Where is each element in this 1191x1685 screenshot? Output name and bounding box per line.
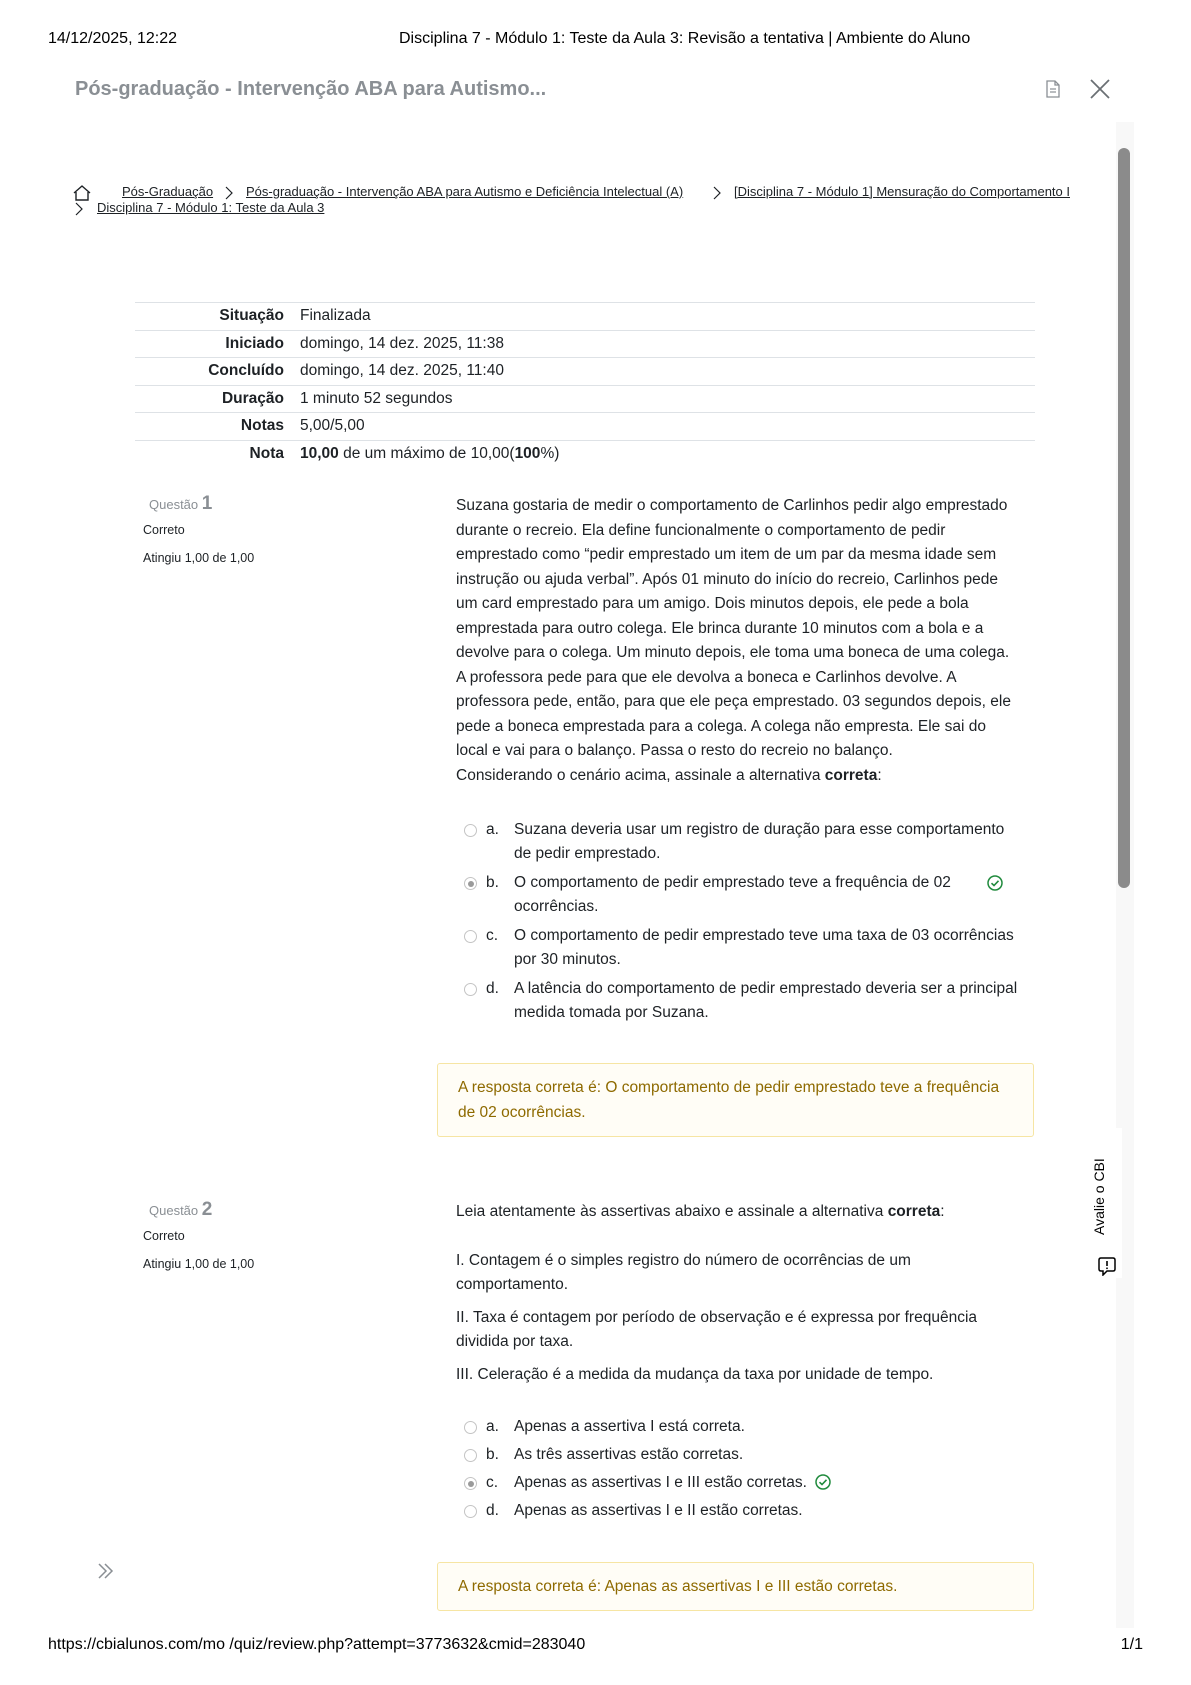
- radio-button[interactable]: [464, 930, 477, 943]
- answer-option-d[interactable]: [464, 977, 1024, 1025]
- option-text: O comportamento de pedir emprestado teve a frequência de 02 ocorrências.: [514, 874, 951, 915]
- correct-answer-feedback: [437, 1562, 1034, 1611]
- question-scenario: Suzana gostaria de medir o comportamento de Carlinhos pedir algo emprestado durante o recreio. Ela define funcionalmente o comportamento de pedir emprestado como “pedir emprestado um item de um par da mesma idade sem instrução ou ajuda verbal”. Após 01 minuto do início do recreio, Carlinhos pede um card emprestado para um amigo. Dois minutos depois, ele pede a bola emprestada para outro colega. Ele brinca durante 10 minutos com a bola e a devolve para o colega. Um minuto depois, ele toma uma boneca de uma colega. A professora pede para que ele devolva a boneca e Carlinhos devolve. A professora pede, então, para que ele peça emprestado. 03 segundos depois, ele pede a boneca emprestada para a colega. A colega não empresta. Ele sai do local e vai para o balanço. Passa o resto do recreio no balanço.: [456, 497, 1011, 759]
- rate-cbi-label[interactable]: Avalie o CBI: [1091, 1158, 1107, 1235]
- summary-row: [135, 330, 1035, 358]
- question-prompt: [456, 764, 1016, 789]
- prompt-end: :: [877, 766, 882, 784]
- option-letter: d.: [486, 1502, 499, 1519]
- print-page-number: 1/1: [1120, 1636, 1143, 1653]
- summary-label: Duração: [221, 389, 284, 407]
- question-number: [149, 1199, 254, 1221]
- document-icon[interactable]: [1045, 80, 1061, 98]
- answer-option-a[interactable]: [464, 1415, 1024, 1439]
- print-date: 14/12/2025, 12:22: [48, 30, 178, 47]
- close-icon[interactable]: [1089, 78, 1111, 100]
- summary-label: Iniciado: [225, 334, 284, 352]
- question-2-text: [456, 1200, 1016, 1387]
- question-1-answers: [464, 818, 1024, 1030]
- answer-option-b[interactable]: [464, 871, 1024, 919]
- feedback-icon[interactable]: [1098, 1256, 1116, 1276]
- grade-middle: de um máximo de 10,00(: [338, 445, 515, 462]
- radio-button[interactable]: [464, 1505, 477, 1518]
- chevron-right-icon: [224, 186, 234, 200]
- question-prompt: [456, 1200, 1016, 1225]
- breadcrumb-item-module[interactable]: [Disciplina 7 - Módulo 1] Mensuração do Comportamento I: [734, 184, 1070, 199]
- option-letter: c.: [486, 1474, 499, 1491]
- answer-option-b[interactable]: [464, 1443, 1024, 1467]
- option-letter: d.: [486, 980, 499, 997]
- grade-value: [300, 440, 1035, 468]
- summary-value: 5,00/5,00: [300, 417, 365, 435]
- summary-row: [135, 413, 1035, 441]
- radio-button[interactable]: [464, 1421, 477, 1434]
- radio-button-selected[interactable]: [464, 1477, 477, 1490]
- print-page-title: Disciplina 7 - Módulo 1: Teste da Aula 3: Revisão a tentativa | Ambiente do Aluno: [399, 30, 971, 47]
- summary-row: [135, 303, 1035, 331]
- grade-score: 10,00: [300, 445, 339, 462]
- home-icon[interactable]: [72, 184, 92, 202]
- feedback-text: A resposta correta é: Apenas as assertivas I e III estão corretas.: [458, 1578, 898, 1595]
- print-url: https://cbialunos.com/mo /quiz/review.php?attempt=3773632&cmid=283040: [48, 1636, 586, 1653]
- summary-label: Concluído: [208, 362, 284, 380]
- summary-value: 1 minuto 52 segundos: [300, 389, 453, 407]
- summary-value: Finalizada: [300, 307, 371, 325]
- answer-option-c[interactable]: [464, 924, 1024, 972]
- option-letter: b.: [486, 1446, 499, 1463]
- option-text: A latência do comportamento de pedir emprestado deveria ser a principal medida tomada por Suzana.: [514, 980, 1018, 1021]
- breadcrumb-item-pos-graduacao[interactable]: Pós-Graduação: [122, 184, 214, 199]
- option-letter: a.: [486, 821, 499, 838]
- question-number-value: 1: [201, 493, 213, 514]
- question-grade: Atingiu 1,00 de 1,00: [143, 551, 255, 565]
- answer-option-c[interactable]: [464, 1471, 1024, 1495]
- option-text: As três assertivas estão corretas.: [514, 1446, 744, 1463]
- prompt-bold: correta: [824, 766, 878, 784]
- statement-2: II. Taxa é contagem por período de observação e é expressa por frequência dividida por taxa.: [456, 1308, 978, 1350]
- chevron-right-icon: [74, 202, 84, 216]
- summary-row-grade: [135, 440, 1035, 468]
- question-2-answers: [464, 1415, 1024, 1527]
- check-circle-icon: [987, 875, 1003, 891]
- question-number-value: 2: [201, 1199, 213, 1220]
- option-text: Apenas as assertivas I e II estão corretas.: [514, 1502, 803, 1519]
- question-prefix: Questão: [149, 497, 199, 512]
- course-title[interactable]: Pós-graduação - Intervenção ABA para Autismo...: [75, 78, 547, 100]
- summary-row: [135, 385, 1035, 413]
- statement-1: I. Contagem é o simples registro do número de ocorrências de um comportamento.: [456, 1251, 911, 1293]
- question-1-text: [456, 494, 1016, 788]
- option-text: Apenas as assertivas I e III estão corretas.: [514, 1474, 807, 1491]
- breadcrumb-item-course[interactable]: Pós-graduação - Intervenção ABA para Autismo e Deficiência Intelectual (A): [246, 184, 684, 199]
- answer-option-d[interactable]: [464, 1499, 1024, 1523]
- prompt-start: Leia atentamente às assertivas abaixo e assinale a alternativa: [456, 1203, 888, 1220]
- summary-label: Notas: [240, 417, 284, 435]
- option-text: Apenas a assertiva I está correta.: [514, 1418, 745, 1435]
- answer-option-a[interactable]: [464, 818, 1024, 866]
- breadcrumb-item-quiz[interactable]: Disciplina 7 - Módulo 1: Teste da Aula 3: [97, 200, 325, 215]
- chevron-right-icon: [712, 186, 722, 200]
- question-grade: Atingiu 1,00 de 1,00: [143, 1257, 255, 1271]
- question-state: Correto: [143, 1229, 185, 1243]
- prompt-end: :: [940, 1203, 945, 1220]
- double-chevron-right-icon[interactable]: [96, 1561, 116, 1581]
- summary-value: domingo, 14 dez. 2025, 11:38: [300, 334, 504, 352]
- feedback-text: A resposta correta é: O comportamento de pedir emprestado teve a frequência de 02 ocorrências.: [458, 1079, 1000, 1121]
- question-number: [149, 493, 254, 515]
- attempt-summary-table: [135, 302, 1035, 468]
- summary-value: domingo, 14 dez. 2025, 11:40: [300, 362, 504, 380]
- radio-button[interactable]: [464, 983, 477, 996]
- question-state: Correto: [143, 523, 185, 537]
- radio-button[interactable]: [464, 1449, 477, 1462]
- summary-label: Situação: [219, 307, 284, 325]
- statement-3: III. Celeração é a medida da mudança da taxa por unidade de tempo.: [456, 1365, 934, 1383]
- question-1-info: [143, 493, 254, 565]
- check-circle-icon: [815, 1474, 831, 1490]
- prompt-start: Considerando o cenário acima, assinale a alternativa: [456, 766, 825, 784]
- grade-end: %): [540, 445, 560, 462]
- option-text: Suzana deveria usar um registro de duração para esse comportamento de pedir emprestado.: [514, 821, 1005, 862]
- radio-button-selected[interactable]: [464, 877, 477, 890]
- grade-label: Nota: [249, 445, 284, 462]
- option-letter: c.: [486, 927, 499, 944]
- summary-row: [135, 358, 1035, 386]
- option-text: O comportamento de pedir emprestado teve uma taxa de 03 ocorrências por 30 minutos.: [514, 927, 1014, 968]
- question-2-info: [143, 1199, 254, 1271]
- option-letter: a.: [486, 1418, 499, 1435]
- question-prefix: Questão: [149, 1203, 199, 1218]
- radio-button[interactable]: [464, 824, 477, 837]
- option-letter: b.: [486, 874, 499, 891]
- grade-percent: 100: [514, 445, 541, 462]
- correct-answer-feedback: [437, 1063, 1034, 1137]
- scrollbar-thumb[interactable]: [1118, 148, 1130, 888]
- prompt-bold: correta: [887, 1203, 941, 1220]
